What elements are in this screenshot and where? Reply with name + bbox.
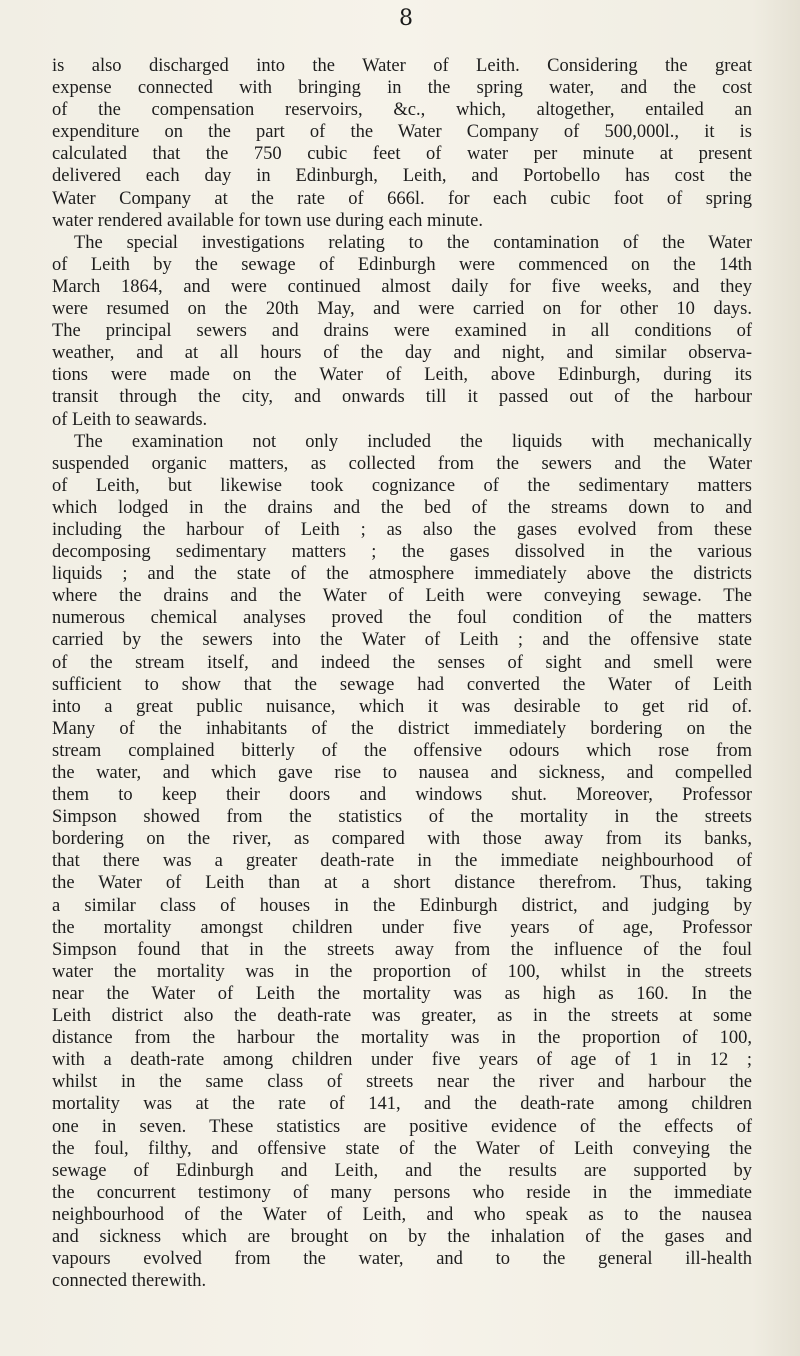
text-line: with a death-rate among children under five years of age of 1 in 12 ; bbox=[52, 1050, 752, 1071]
text-line: connected therewith. bbox=[52, 1271, 207, 1292]
text-line: near the Water of Leith the mortality was as high as 160. In the bbox=[52, 983, 752, 1004]
text-line: The examination not only included the liquids with mechanically bbox=[74, 431, 752, 452]
text-line: Simpson showed from the statistics of the mortality in the streets bbox=[52, 807, 752, 828]
text-line: were resumed on the 20th May, and were carried on for other 10 days. bbox=[52, 299, 752, 320]
text-line: bordering on the river, as compared with those away from its banks, bbox=[52, 829, 752, 850]
text-line: distance from the harbour the mortality was in the proportion of 100, bbox=[52, 1028, 752, 1049]
text-line: decomposing sedimentary matters ; the gases dissolved in the various bbox=[52, 542, 752, 563]
text-line: weather, and at all hours of the day and night, and similar observa- bbox=[52, 343, 752, 364]
text-line: transit through the city, and onwards till it passed out of the harbour bbox=[52, 387, 752, 408]
text-line: Water Company at the rate of 666l. for each cubic foot of spring bbox=[52, 188, 752, 209]
text-line: that there was a greater death-rate in the immediate neighbourhood of bbox=[52, 851, 752, 872]
text-line: mortality was at the rate of 141, and the death-rate among children bbox=[52, 1094, 752, 1115]
text-line: Many of the inhabitants of the district immediately bordering on the bbox=[52, 718, 752, 739]
text-line: one in seven. These statistics are positive evidence of the effects of bbox=[52, 1116, 752, 1137]
text-line: Simpson found that in the streets away from the influence of the foul bbox=[52, 939, 752, 960]
text-line: of the compensation reservoirs, &c., which, altogether, entailed an bbox=[52, 100, 752, 121]
text-line: Leith district also the death-rate was greater, as in the streets at some bbox=[52, 1006, 752, 1027]
text-line: them to keep their doors and windows shut. Moreover, Professor bbox=[52, 785, 752, 806]
text-line: expense connected with bringing in the spring water, and the cost bbox=[52, 78, 752, 99]
text-line: March 1864, and were continued almost daily for five weeks, and they bbox=[52, 276, 752, 297]
text-line: of Leith, but likewise took cognizance of the sedimentary matters bbox=[52, 475, 752, 496]
text-line: calculated that the 750 cubic feet of water per minute at present bbox=[52, 144, 752, 165]
text-line: which lodged in the drains and the bed of the streams down to and bbox=[52, 497, 752, 518]
text-line: sewage of Edinburgh and Leith, and the results are supported by bbox=[52, 1160, 752, 1181]
text-line: numerous chemical analyses proved the foul condition of the matters bbox=[52, 608, 752, 629]
text-line: and sickness which are brought on by the inhalation of the gases and bbox=[52, 1226, 752, 1247]
text-line: the foul, filthy, and offensive state of the Water of Leith conveying the bbox=[52, 1138, 752, 1159]
text-line: the Water of Leith than at a short distance therefrom. Thus, taking bbox=[52, 873, 752, 894]
text-line: carried by the sewers into the Water of Leith ; and the offensive state bbox=[52, 630, 752, 651]
text-line: where the drains and the Water of Leith were conveying sewage. The bbox=[52, 586, 752, 607]
text-line: sufficient to show that the sewage had converted the Water of Leith bbox=[52, 674, 752, 695]
text-line: delivered each day in Edinburgh, Leith, and Portobello has cost the bbox=[52, 166, 752, 187]
text-line: into a great public nuisance, which it was desirable to get rid of. bbox=[52, 696, 752, 717]
text-line: tions were made on the Water of Leith, above Edinburgh, during its bbox=[52, 365, 752, 386]
text-line: vapours evolved from the water, and to the general ill-health bbox=[52, 1249, 752, 1270]
text-line: expenditure on the part of the Water Company of 500,000l., it is bbox=[52, 122, 752, 143]
page-number: 8 bbox=[399, 6, 413, 31]
text-line: a similar class of houses in the Edinburgh district, and judging by bbox=[52, 895, 752, 916]
text-line: stream complained bitterly of the offensive odours which rose from bbox=[52, 740, 752, 761]
text-line: is also discharged into the Water of Leith. Considering the great bbox=[52, 56, 752, 76]
text-line: the water, and which gave rise to nausea and sickness, and compelled bbox=[52, 763, 752, 783]
text-line: the mortality amongst children under five years of age, Professor bbox=[52, 917, 752, 938]
text-line: The principal sewers and drains were examined in all conditions of bbox=[52, 321, 752, 342]
text-line: The special investigations relating to the contamination of the Water bbox=[74, 232, 752, 253]
text-line: whilst in the same class of streets near the river and harbour the bbox=[52, 1072, 752, 1093]
body-text bbox=[52, 55, 752, 1292]
text-line: of the stream itself, and indeed the senses of sight and smell were bbox=[52, 652, 752, 673]
text-line: including the harbour of Leith ; as also the gases evolved from these bbox=[52, 519, 752, 540]
text-line: of Leith to seawards. bbox=[52, 409, 208, 430]
text-line: water rendered available for town use during each minute. bbox=[52, 210, 483, 231]
text-line: suspended organic matters, as collected from the sewers and the Water bbox=[52, 453, 752, 474]
text-line: water the mortality was in the proportion of 100, whilst in the streets bbox=[52, 961, 752, 982]
text-line: of Leith by the sewage of Edinburgh were commenced on the 14th bbox=[52, 254, 752, 275]
text-line: neighbourhood of the Water of Leith, and who speak as to the nausea bbox=[52, 1204, 752, 1225]
text-line: the concurrent testimony of many persons who reside in the immediate bbox=[52, 1182, 752, 1203]
text-line: liquids ; and the state of the atmosphere immediately above the districts bbox=[52, 564, 752, 585]
